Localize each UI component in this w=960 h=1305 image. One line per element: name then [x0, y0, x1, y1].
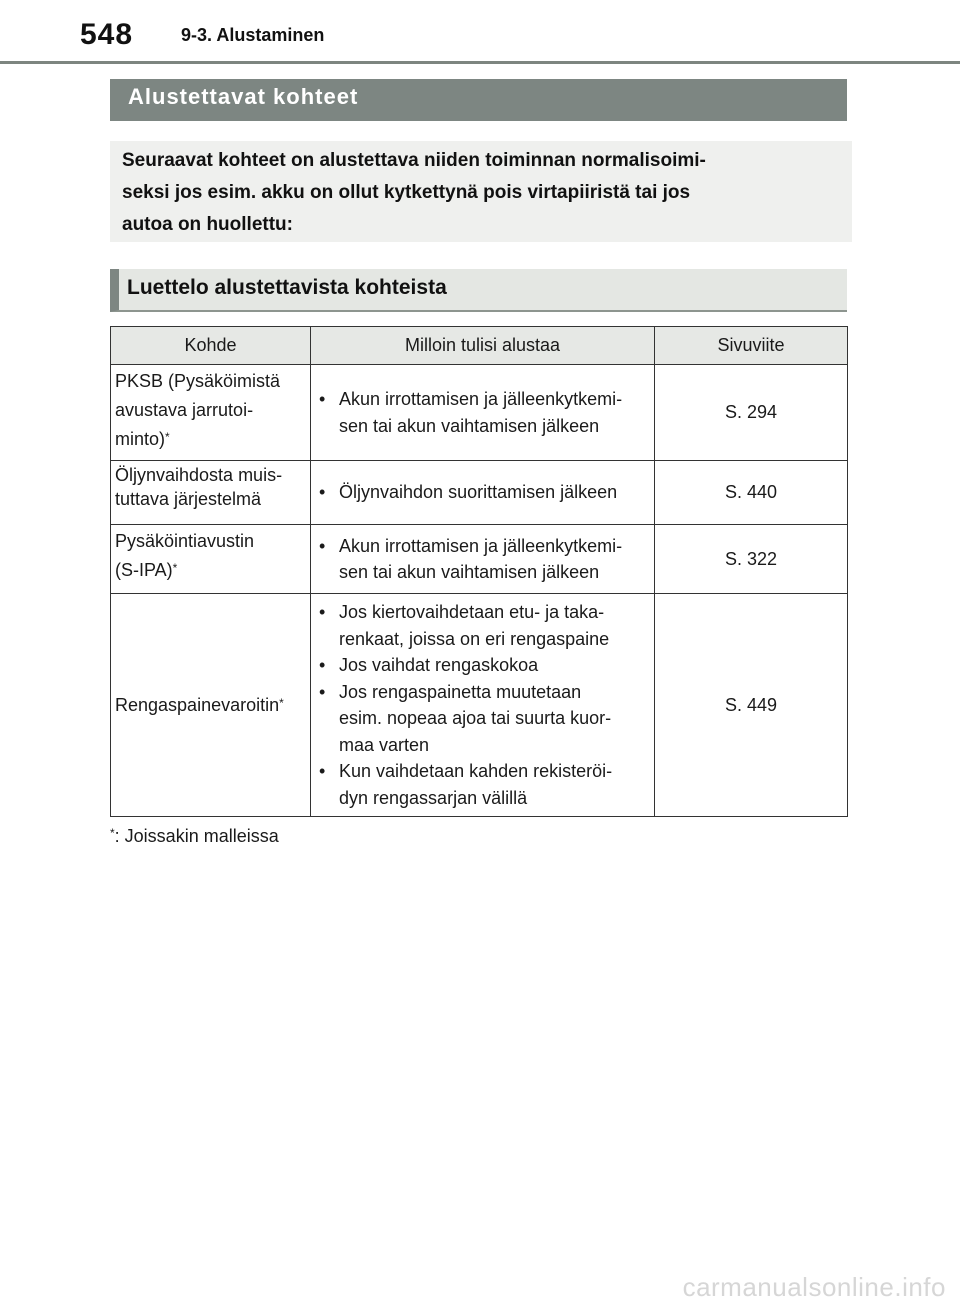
item-line: tuttava järjestelmä — [115, 489, 262, 509]
watermark: carmanualsonline.info — [682, 1272, 946, 1302]
column-header-item: Kohde — [111, 327, 311, 365]
intro-line: autoa on huollettu: — [122, 214, 293, 235]
item-line: (S-IPA) — [115, 560, 173, 580]
condition-list — [315, 479, 650, 506]
bullet-icon: • — [319, 482, 326, 503]
page-number: 548 — [80, 18, 134, 51]
intro-line: seksi jos esim. akku on ollut kytkettynä pois virtapiiristä tai jos — [122, 182, 691, 203]
subsection-title: Luettelo alustettavista kohteista — [127, 276, 447, 299]
when-cell — [311, 461, 655, 525]
footnote-mark: * — [110, 826, 115, 840]
section-banner — [110, 79, 847, 121]
bullet-icon: • — [319, 535, 326, 556]
table-row — [111, 525, 848, 594]
footnote-text: : Joissakin malleissa — [114, 826, 279, 846]
footnote — [110, 826, 279, 847]
condition-list — [315, 386, 650, 439]
list-item: • Jos vaihdat rengaskokoa — [317, 652, 650, 679]
asterisk-mark: * — [279, 695, 284, 710]
page-header — [0, 0, 960, 64]
item-line: PKSB (Pysäköimistä — [115, 371, 281, 391]
list-item: • Akun irrottamisen ja jälleenkytkemi- sen tai akun vaihtamisen jälkeen — [317, 386, 650, 439]
section-title: Alustettavat kohteet — [128, 84, 359, 109]
condition-list — [315, 533, 650, 586]
when-cell — [311, 365, 655, 461]
item-line: minto) — [115, 429, 166, 449]
item-cell — [111, 594, 311, 817]
list-item: • Jos kiertovaihdetaan etu- ja taka- renkaat, joissa on eri rengaspaine — [317, 599, 650, 652]
bullet-icon: • — [319, 602, 326, 622]
list-item: • Akun irrottamisen ja jälleenkytkemi- sen tai akun vaihtamisen jälkeen — [317, 533, 650, 586]
intro-line: Seuraavat kohteet on alustettava niiden toiminnan normalisoimi- — [122, 150, 706, 171]
bullet-icon: • — [319, 389, 326, 409]
subsection-heading — [110, 269, 847, 312]
chapter-title: 9-3. Alustaminen — [181, 25, 325, 45]
asterisk-mark: * — [165, 430, 170, 444]
list-item: • Kun vaihdetaan kahden rekisteröi- dyn rengassarjan välillä — [317, 758, 650, 811]
list-item: • Jos rengaspainetta muutetaan esim. nopeaa ajoa tai suurta kuor- maa varten — [317, 679, 650, 759]
item-cell — [111, 461, 311, 525]
reset-items-table — [110, 326, 848, 817]
table-row — [111, 365, 848, 461]
column-header-when: Milloin tulisi alustaa — [311, 327, 655, 365]
intro-box — [110, 141, 852, 242]
page-ref-cell: S. 440 — [655, 461, 848, 525]
bullet-icon: • — [319, 655, 326, 675]
page-ref-cell: S. 449 — [655, 594, 848, 817]
condition-list — [315, 599, 650, 811]
item-line: Pysäköintiavustin — [115, 531, 255, 551]
item-cell — [111, 525, 311, 594]
when-cell — [311, 594, 655, 817]
when-cell — [311, 525, 655, 594]
table-row — [111, 594, 848, 817]
bullet-icon: • — [319, 761, 326, 781]
header-rule — [0, 61, 960, 64]
column-header-page: Sivuviite — [655, 327, 848, 365]
item-cell — [111, 365, 311, 461]
intro-text — [122, 145, 842, 241]
table-header-row — [111, 327, 848, 365]
bullet-icon: • — [319, 681, 326, 702]
list-item: • Öljynvaihdon suorittamisen jälkeen — [317, 479, 650, 506]
page-ref-cell: S. 294 — [655, 365, 848, 461]
page-ref-cell: S. 322 — [655, 525, 848, 594]
table-row — [111, 461, 848, 525]
item-line: Öljynvaihdosta muis- — [115, 465, 283, 485]
item-line: Rengaspainevaroitin — [115, 694, 280, 715]
item-line: avustava jarrutoi- — [115, 400, 254, 420]
asterisk-mark: * — [172, 561, 178, 575]
